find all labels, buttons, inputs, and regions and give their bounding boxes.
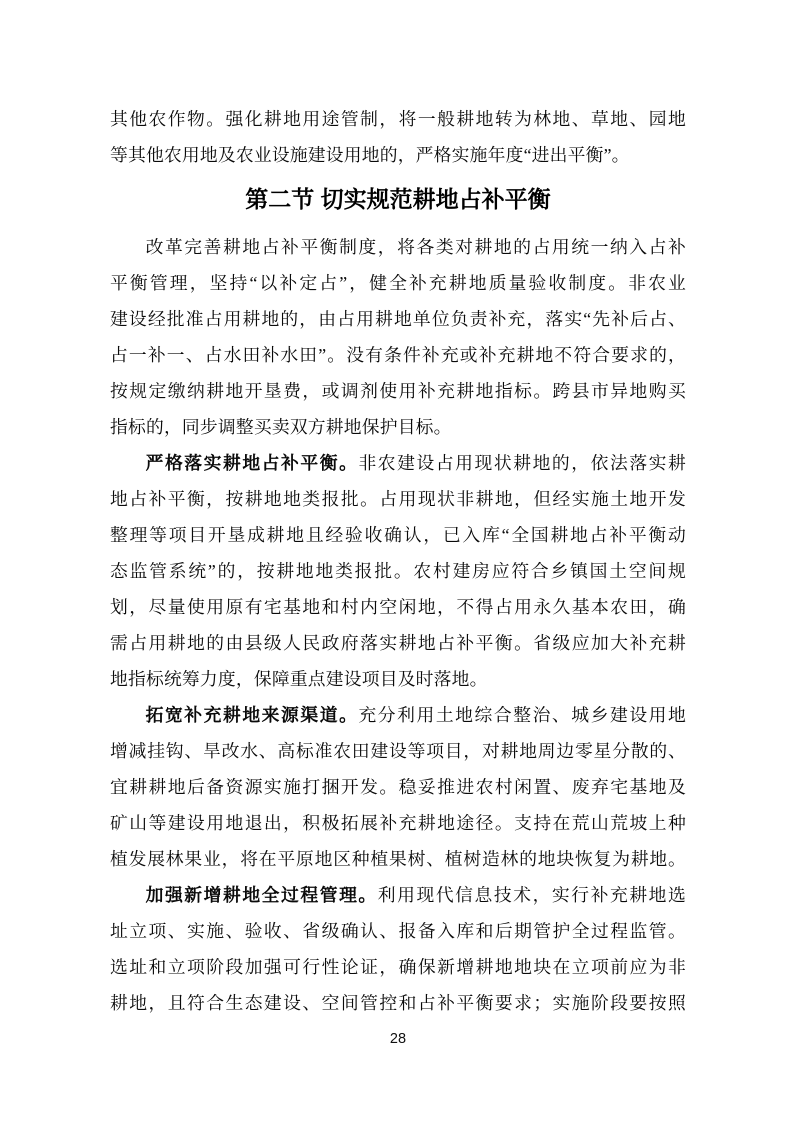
line-text: 植发展林果业，将在平原地区种植果树、植树造林的地块恢复为耕地。: [110, 849, 686, 869]
text-line: [110, 137, 686, 173]
line-text: 充分利用土地综合整治、城乡建设用地: [358, 705, 686, 725]
line-text: 矿山等建设用地退出，积极拓展补充耕地途径。支持在荒山荒坡上种: [110, 813, 686, 833]
document-content: [110, 101, 686, 1021]
line-text: 建设经批准占用耕地的，由占用耕地单位负责补充，落实“先补后占、: [110, 309, 686, 329]
paragraph-whole-process-management: [110, 877, 686, 1021]
text-line: [110, 229, 686, 265]
line-text: 耕地，且符合生态建设、空间管控和占补平衡要求；实施阶段要按照: [110, 993, 686, 1013]
paragraph-lead: 拓宽补充耕地来源渠道。: [145, 705, 359, 725]
line-text: 改革完善耕地占补平衡制度，将各类对耕地的占用统一纳入占补: [145, 237, 686, 257]
text-line: [110, 661, 686, 697]
text-line: [110, 553, 686, 589]
line-text: 宜耕耕地后备资源实施打捆开发。稳妥推进农村闲置、废弃宅基地及: [110, 777, 686, 797]
text-line: [110, 337, 686, 373]
section-heading: 第二节 切实规范耕地占补平衡: [245, 186, 551, 212]
text-line: [110, 517, 686, 553]
text-line: [110, 265, 686, 301]
text-line: [110, 101, 686, 137]
carryover-paragraph: [110, 101, 686, 173]
text-line: [110, 589, 686, 625]
text-line: [110, 697, 686, 733]
text-line: [110, 481, 686, 517]
line-text: 平衡管理，坚持“以补定占”，健全补充耕地质量验收制度。非农业: [110, 273, 686, 293]
line-text: 其他农作物。强化耕地用途管制，将一般耕地转为林地、草地、园地: [110, 109, 686, 129]
line-text: 增减挂钩、旱改水、高标准农田建设等项目，对耕地周边零星分散的、: [110, 741, 686, 761]
text-line: [110, 373, 686, 409]
text-line: [110, 985, 686, 1021]
line-text: 地占补平衡，按耕地地类报批。占用现状非耕地，但经实施土地开发: [110, 489, 686, 509]
line-text: 非农建设占用现状耕地的，依法落实耕: [358, 453, 686, 473]
text-line: [110, 877, 686, 913]
line-text: 划，尽量使用原有宅基地和村内空闲地，不得占用永久基本农田，确: [110, 597, 686, 617]
line-text: 址立项、实施、验收、省级确认、报备入库和后期管护全过程监管。: [110, 921, 686, 941]
paragraph-widen-sources: [110, 697, 686, 877]
line-text: 利用现代信息技术，实行补充耕地选: [377, 885, 686, 905]
page-number: 28: [389, 1031, 407, 1047]
text-line: [110, 625, 686, 661]
line-text: 态监管系统”的，按耕地地类报批。农村建房应符合乡镇国土空间规: [110, 561, 686, 581]
text-line: [110, 769, 686, 805]
paragraph-lead: 加强新增耕地全过程管理。: [145, 885, 378, 905]
line-text: 占一补一、占水田补水田”。没有条件补充或补充耕地不符合要求的，: [110, 345, 686, 365]
line-text: 按规定缴纳耕地开垦费，或调剂使用补充耕地指标。跨县市异地购买: [110, 381, 686, 401]
line-text: 指标的，同步调整买卖双方耕地保护目标。: [110, 417, 452, 437]
text-line: [110, 409, 686, 445]
paragraph-strict-balance: [110, 445, 686, 697]
line-text: 需占用耕地的由县级人民政府落实耕地占补平衡。省级应加大补充耕: [110, 633, 686, 653]
text-line: [110, 445, 686, 481]
text-line: [110, 949, 686, 985]
line-text: 地指标统筹力度，保障重点建设项目及时落地。: [110, 669, 488, 689]
paragraph-reform-system: [110, 229, 686, 445]
text-line: [110, 733, 686, 769]
text-line: [110, 913, 686, 949]
text-line: [110, 841, 686, 877]
line-text: 选址和立项阶段加强可行性论证，确保新增耕地地块在立项前应为非: [110, 957, 686, 977]
text-line: [110, 805, 686, 841]
text-line: [110, 301, 686, 337]
paragraph-lead: 严格落实耕地占补平衡。: [145, 453, 359, 473]
line-text: 整理等项目开垦成耕地且经验收确认，已入库“全国耕地占补平衡动: [110, 525, 686, 545]
line-text: 等其他农用地及农业设施建设用地的，严格实施年度“进出平衡”。: [110, 145, 630, 165]
